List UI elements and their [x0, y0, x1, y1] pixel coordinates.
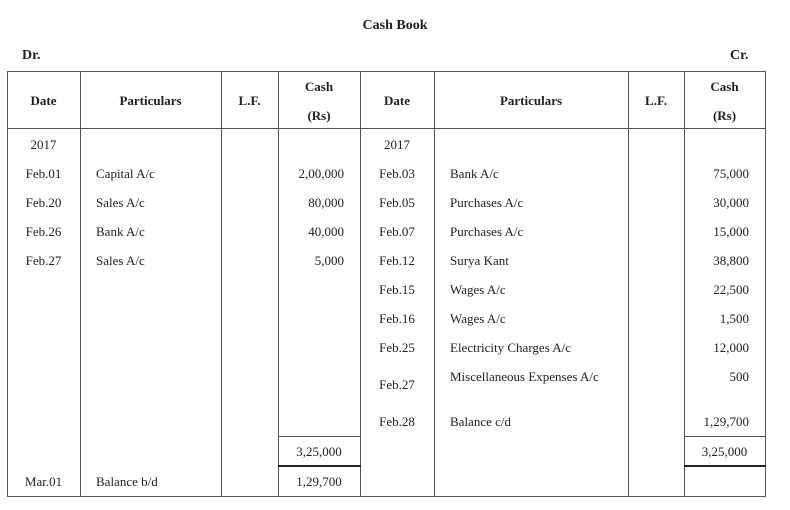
- table-row-cash: 22,500: [713, 282, 749, 297]
- header-particulars-debit: Particulars: [119, 93, 182, 108]
- header-cash-unit-debit: (Rs): [307, 108, 331, 123]
- table-row-particulars: Balance c/d: [450, 414, 511, 429]
- table-row-particulars: Electricity Charges A/c: [450, 340, 572, 355]
- header-lf-debit: L.F.: [238, 93, 261, 108]
- table-row-cash: 40,000: [308, 224, 344, 239]
- table-row-cash: 2,00,000: [298, 166, 344, 181]
- table-row-cash: 75,000: [713, 166, 749, 181]
- table-row-particulars: Sales A/c: [96, 195, 145, 210]
- credit-total-top-rule: [684, 436, 766, 437]
- table-row-date: Feb.16: [379, 311, 415, 326]
- table-row-cash: 30,000: [713, 195, 749, 210]
- table-row-date: Feb.12: [379, 253, 415, 268]
- col-divider: [7, 71, 8, 497]
- table-row-cash: 38,800: [713, 253, 749, 268]
- table-row-date: Feb.01: [25, 166, 62, 181]
- header-particulars-credit: Particulars: [499, 93, 563, 108]
- debit-balance-cash: 1,29,700: [296, 474, 342, 489]
- table-row-date: Feb.03: [379, 166, 415, 181]
- table-row-particulars: Sales A/c: [96, 253, 145, 268]
- table-row-date: Feb.25: [379, 340, 415, 355]
- credit-label: Cr.: [730, 48, 749, 63]
- header-lf-credit: L.F.: [645, 93, 667, 108]
- table-row-cash: 1,29,700: [703, 414, 749, 429]
- table-row-cash: 15,000: [713, 224, 749, 239]
- col-divider: [765, 71, 766, 497]
- header-date-debit: Date: [30, 93, 57, 108]
- debit-total-top-rule: [278, 436, 361, 437]
- credit-year: 2017: [384, 137, 410, 152]
- debit-balance-date: Mar.01: [24, 474, 63, 489]
- header-date-credit: Date: [384, 93, 410, 108]
- table-row-date: Feb.05: [379, 195, 415, 210]
- table-row-date: Feb.15: [379, 282, 415, 297]
- table-row-particulars: Wages A/c: [450, 311, 506, 326]
- debit-total-bottom-rule: [278, 465, 361, 467]
- header-bottom-border: [7, 128, 766, 129]
- col-divider: [278, 71, 279, 497]
- table-row-date: Feb.20: [25, 195, 62, 210]
- table-row-particulars: Purchases A/c: [450, 195, 524, 210]
- credit-total-bottom-rule: [684, 465, 766, 467]
- table-row-particulars: Wages A/c: [450, 282, 506, 297]
- col-divider: [221, 71, 222, 497]
- col-divider: [628, 71, 629, 497]
- table-row-date: Feb.07: [379, 224, 415, 239]
- table-row-cash: 1,500: [719, 311, 749, 326]
- table-row-particulars: Bank A/c: [450, 166, 499, 181]
- table-row-date: Feb.26: [25, 224, 62, 239]
- table-row-date: Feb.27: [379, 377, 415, 392]
- table-bottom-border: [7, 496, 766, 497]
- debit-balance-particulars: Balance b/d: [96, 474, 158, 489]
- debit-label: Dr.: [22, 48, 41, 63]
- header-cash-credit: Cash: [710, 79, 739, 94]
- table-row-particulars: Surya Kant: [450, 253, 509, 268]
- col-divider: [80, 71, 81, 497]
- table-row-particulars: Miscellaneous Expenses A/c: [450, 369, 599, 384]
- table-top-border: [7, 71, 766, 72]
- page-title: Cash Book: [362, 18, 428, 33]
- debit-year: 2017: [30, 137, 57, 152]
- table-row-date: Feb.28: [379, 414, 415, 429]
- table-row-cash: 80,000: [308, 195, 344, 210]
- header-cash-unit-credit: (Rs): [712, 108, 737, 123]
- table-row-particulars: Capital A/c: [96, 166, 155, 181]
- table-row-date: Feb.27: [25, 253, 62, 268]
- table-row-cash: 500: [729, 369, 749, 384]
- table-row-cash: 5,000: [314, 253, 344, 268]
- header-cash-debit: Cash: [304, 79, 334, 94]
- credit-total: 3,25,000: [701, 444, 748, 459]
- table-row-particulars: Purchases A/c: [450, 224, 524, 239]
- table-row-cash: 12,000: [713, 340, 749, 355]
- table-row-particulars: Bank A/c: [96, 224, 145, 239]
- col-divider: [434, 71, 435, 497]
- debit-total: 3,25,000: [296, 444, 342, 459]
